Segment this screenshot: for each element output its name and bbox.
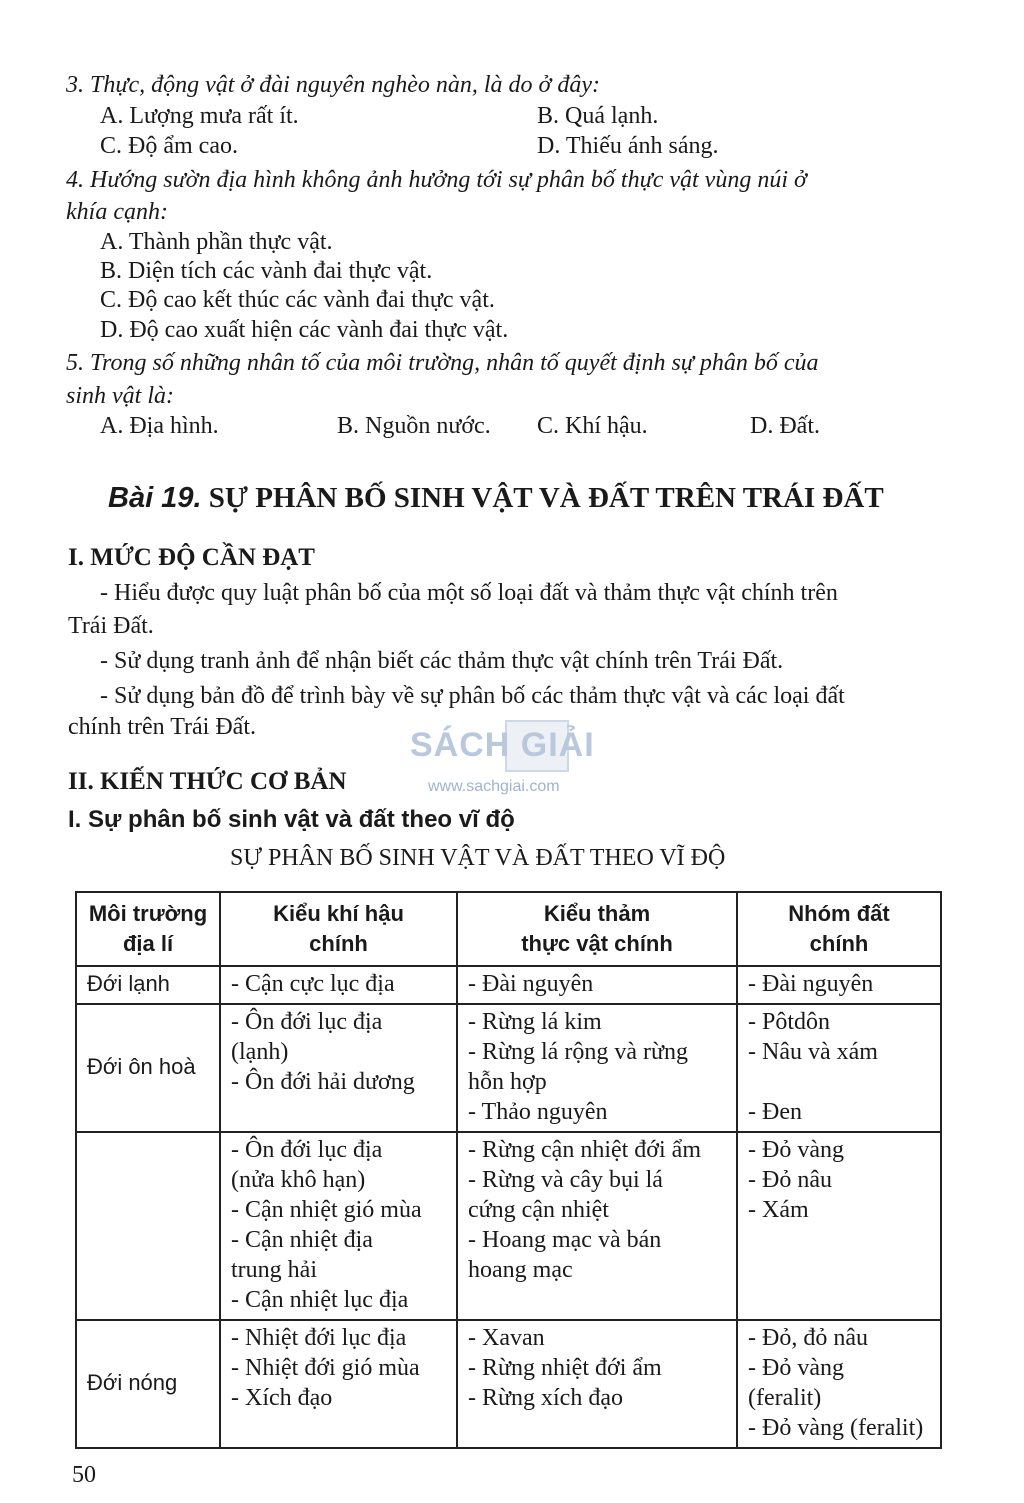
section-1-line-5: chính trên Trái Đất.	[68, 714, 256, 740]
cell-vegetation: - Rừng cận nhiệt đới ẩm - Rừng và cây bụi lá cứng cận nhiệt - Hoang mạc và bán hoang mạc	[457, 1132, 737, 1320]
question-5-option-b: B. Nguồn nước.	[337, 413, 491, 439]
cell-climate: - Cận cực lục địa	[220, 966, 457, 1004]
question-4-stem-line-1: 4. Hướng sườn địa hình không ảnh hưởng tới sự phân bố thực vật vùng núi ở	[66, 167, 807, 193]
table-row-hot-zone	[76, 1320, 941, 1448]
cell-environment: Đới ôn hoà	[76, 1004, 220, 1132]
question-4-option-c: C. Độ cao kết thúc các vành đai thực vật.	[100, 287, 495, 313]
cell-climate: - Ôn đới lục địa (nửa khô hạn) - Cận nhiệt gió mùa - Cận nhiệt địa trung hải - Cận nhiệt lục địa	[220, 1132, 457, 1320]
header-environment: Môi trường địa lí	[76, 892, 220, 966]
cell-environment: Đới lạnh	[76, 966, 220, 1004]
lesson-title-text: SỰ PHÂN BỐ SINH VẬT VÀ ĐẤT TRÊN TRÁI ĐẤT	[208, 482, 884, 514]
cell-soil: - Đỏ vàng - Đỏ nâu - Xám	[737, 1132, 941, 1320]
watermark-url: www.sachgiai.com	[428, 778, 560, 795]
distribution-table	[75, 891, 942, 1449]
cell-environment: Đới nóng	[76, 1320, 220, 1448]
question-4-option-b: B. Diện tích các vành đai thực vật.	[100, 258, 433, 284]
lesson-number: Bài 19.	[108, 482, 202, 514]
cell-vegetation: - Đài nguyên	[457, 966, 737, 1004]
question-3-option-c: C. Độ ẩm cao.	[100, 133, 238, 159]
table-row-cold-zone	[76, 966, 941, 1004]
question-5-option-a: A. Địa hình.	[100, 413, 219, 439]
cell-vegetation: - Xavan - Rừng nhiệt đới ẩm - Rừng xích đạo	[457, 1320, 737, 1448]
question-4-option-a: A. Thành phần thực vật.	[100, 229, 333, 255]
watermark-brand: SÁCH GIẢI	[410, 726, 595, 764]
question-3-option-d: D. Thiếu ánh sáng.	[537, 133, 719, 159]
question-4-option-d: D. Độ cao xuất hiện các vành đai thực vật.	[100, 317, 509, 343]
table-caption: SỰ PHÂN BỐ SINH VẬT VÀ ĐẤT THEO VĨ ĐỘ	[230, 845, 726, 871]
question-5-option-d: D. Đất.	[750, 413, 820, 439]
cell-soil: - Đài nguyên	[737, 966, 941, 1004]
question-5-stem-line-2: sinh vật là:	[66, 383, 174, 409]
section-1-line-3: - Sử dụng tranh ảnh để nhận biết các thảm thực vật chính trên Trái Đất.	[100, 648, 784, 674]
cell-climate: - Ôn đới lục địa (lạnh) - Ôn đới hải dương	[220, 1004, 457, 1132]
section-1-line-2: Trái Đất.	[68, 613, 154, 639]
lesson-title	[108, 483, 884, 513]
table-row-subtropical-zone	[76, 1132, 941, 1320]
section-2-subheading: I. Sự phân bố sinh vật và đất theo vĩ độ	[68, 806, 515, 833]
table-header-row	[76, 892, 941, 966]
header-climate: Kiểu khí hậu chính	[220, 892, 457, 966]
cell-climate: - Nhiệt đới lục địa - Nhiệt đới gió mùa - Xích đạo	[220, 1320, 457, 1448]
section-1-line-1: - Hiểu được quy luật phân bố của một số loại đất và thảm thực vật chính trên	[100, 580, 838, 606]
question-5-option-c: C. Khí hậu.	[537, 413, 648, 439]
table-row-temperate-zone	[76, 1004, 941, 1132]
cell-soil: - Pôtdôn - Nâu và xám - Đen	[737, 1004, 941, 1132]
question-3-stem: 3. Thực, động vật ở đài nguyên nghèo nàn, là do ở đây:	[66, 72, 600, 98]
sachgiai-watermark	[410, 720, 620, 805]
header-vegetation: Kiểu thảm thực vật chính	[457, 892, 737, 966]
question-3-option-b: B. Quá lạnh.	[537, 103, 659, 129]
cell-soil: - Đỏ, đỏ nâu - Đỏ vàng (feralit) - Đỏ vàng (feralit)	[737, 1320, 941, 1448]
section-1-heading: I. MỨC ĐỘ CẦN ĐẠT	[68, 544, 315, 571]
cell-vegetation: - Rừng lá kim - Rừng lá rộng và rừng hỗn hợp - Thảo nguyên	[457, 1004, 737, 1132]
question-4-stem-line-2: khía cạnh:	[66, 199, 168, 225]
page-number: 50	[72, 1462, 96, 1488]
section-2-heading: II. KIẾN THỨC CƠ BẢN	[68, 768, 347, 795]
question-5-stem-line-1: 5. Trong số những nhân tố của môi trường, nhân tố quyết định sự phân bố của	[66, 350, 819, 376]
question-3-option-a: A. Lượng mưa rất ít.	[100, 103, 299, 129]
section-1-line-4: - Sử dụng bản đồ để trình bày về sự phân bố các thảm thực vật và các loại đất	[100, 683, 845, 709]
header-soil: Nhóm đất chính	[737, 892, 941, 966]
cell-environment	[76, 1132, 220, 1320]
